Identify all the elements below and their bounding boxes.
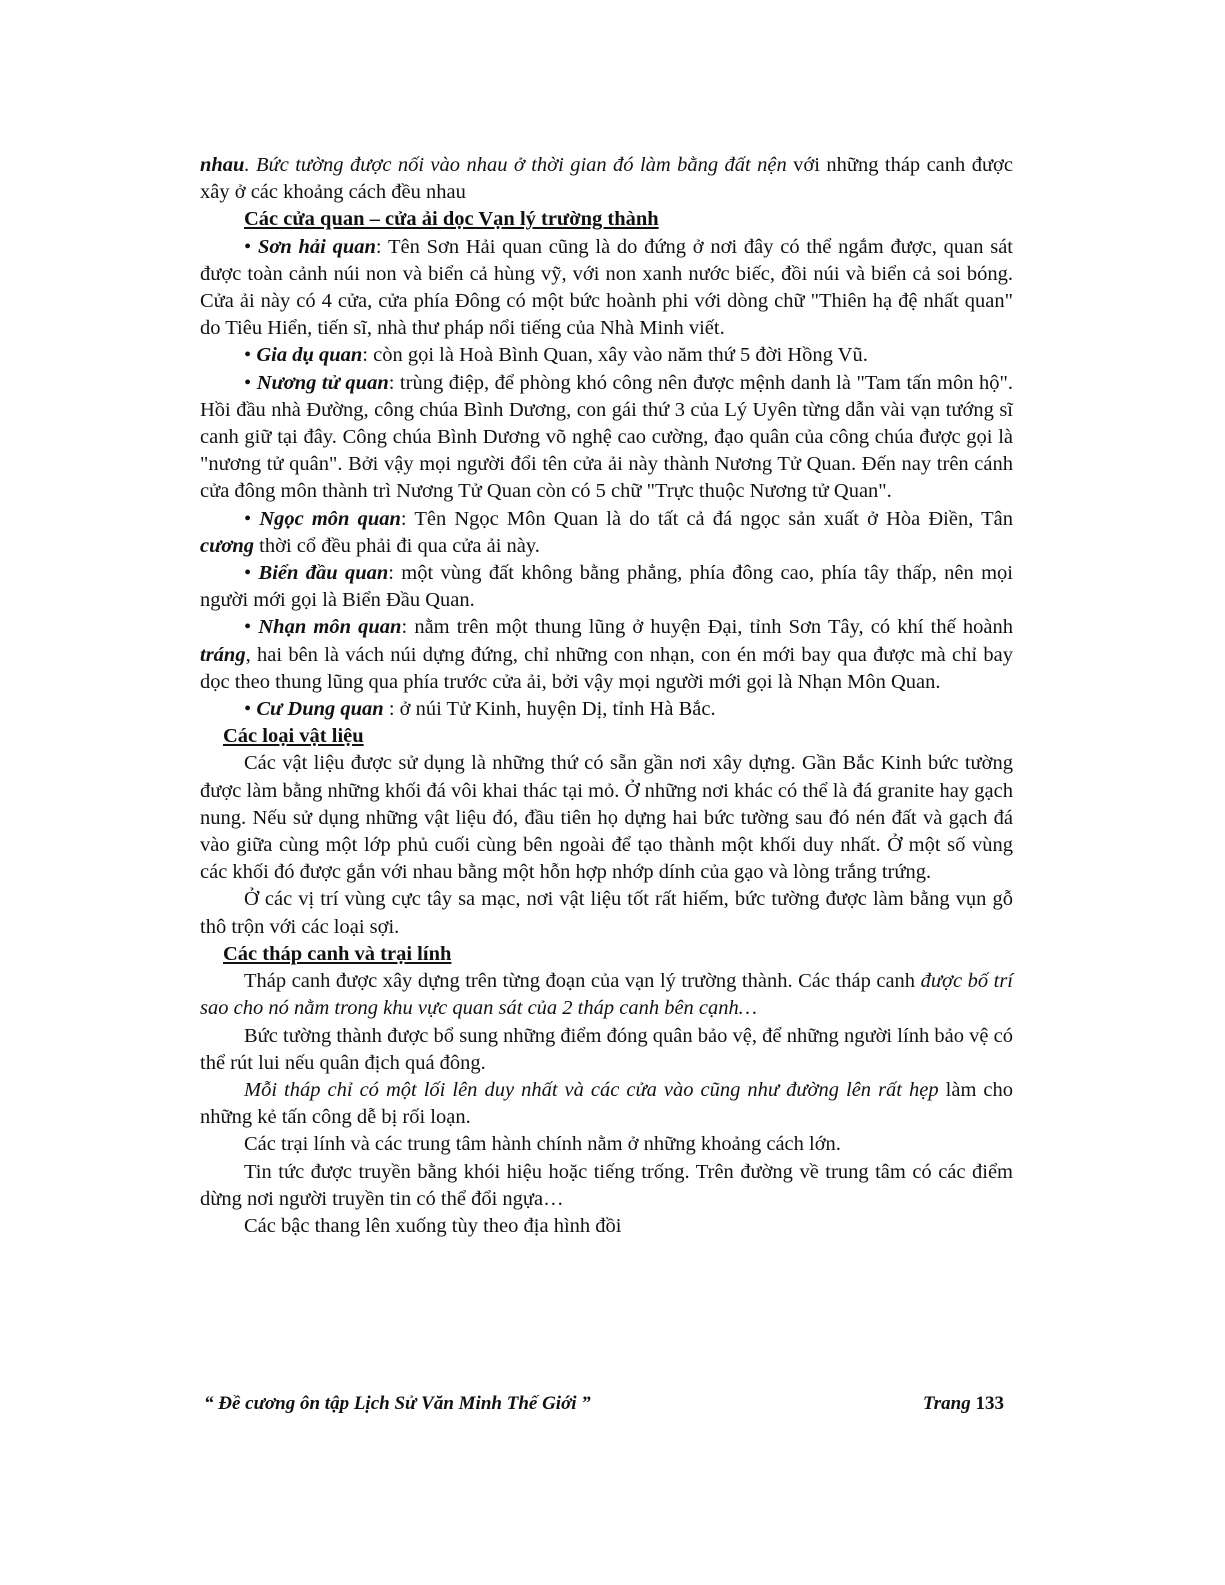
towers-paragraph [200,1077,1013,1131]
gate-name: Nương tử quan [256,371,389,394]
gate-name: Biển đầu quan [258,562,389,585]
gate-item [200,614,1013,696]
towers-italic-text: Mỗi tháp chỉ có một lối lên duy nhất và các cửa vào cũng như đường lên rất hẹp [244,1078,939,1101]
gate-name: Sơn hải quan [257,235,376,258]
gate-name: Cư Dung quan [256,698,384,721]
gate-text: thời cổ đều phải đi qua cửa ải này. [254,534,540,557]
towers-text: làm cho những kẻ tấn công dễ bị rối loạn. [200,1078,1014,1129]
materials-paragraph: Các vật liệu được sử dụng là những thứ có sẵn gần nơi xây dựng. Gần Bắc Kinh bức tường được làm bằng những khối đá vôi khai thác tại mỏ. Ở những nơi khác có thể là đá granite hay gạch nung. Nếu sử dụng những vật liệu đó, đầu tiên họ dựng hai bức tường sau đó nén đất và gạch đá vào giữa cùng một lớp phủ cuối cùng bên ngoài để tạo thành một khối duy nhất. Ở một số vùng các khối đó được gắn với nhau bằng một hỗn hợp nhớp dính của gạo và lòng trắng trứng. [200,752,1013,884]
gate-emphasis: cương [200,534,255,557]
intro-lead-bold: nhau [200,154,245,176]
gate-name: Nhạn môn quan [258,616,402,639]
gate-item [200,234,1013,343]
heading-gates: Các cửa quan – cửa ải dọc Vạn lý trường thành [244,208,659,231]
bullet: • [244,507,260,530]
bullet: • [244,235,258,258]
gate-item [200,342,1013,369]
footer-title: “ Đề cương ôn tập Lịch Sử Văn Minh Thế Giới ” [204,1393,591,1414]
materials-paragraph: Ở các vị trí vùng cực tây sa mạc, nơi vật liệu tốt rất hiếm, bức tường được làm bằng vụn gỗ thô trộn với các loại sợi. [200,888,1013,938]
gate-item [200,560,1013,614]
intro-paragraph [200,152,1013,206]
towers-paragraph [200,968,1013,1022]
gate-text: : còn gọi là Hoà Bình Quan, xây vào năm thứ 5 đời Hồng Vũ. [362,344,868,367]
towers-paragraph: Tin tức được truyền bằng khói hiệu hoặc tiếng trống. Trên đường về trung tâm có các điểm dừng nơi người truyền tin có thể đổi ngựa… [200,1160,1013,1210]
bullet: • [244,698,257,721]
heading-materials: Các loại vật liệu [223,725,364,748]
footer-page-indicator [923,1393,1004,1415]
intro-lead-italic: . Bức tường được nối vào nhau ở thời gian đó làm bằng đất nện [244,154,787,176]
gate-text: : ở núi Tử Kinh, huyện Dị, tỉnh Hà Bắc. [383,698,716,721]
gate-item [200,506,1013,560]
gate-text: , hai bên là vách núi dựng đứng, chỉ những con nhạn, con én mới bay qua được mà chỉ bay dọc theo thung lũng qua phía trước cửa ải, bởi vậy mọi người mới gọi là Nhạn Môn Quan. [200,643,1013,693]
gate-item [200,696,1013,723]
gate-text: : Tên Sơn Hải quan cũng là do đứng ở nơi đây có thể ngắm được, quan sát được toàn cảnh núi non và biển cả hùng vỹ, với non xanh nước biếc, đồi núi và biển cả soi bóng. Cửa ải này có 4 cửa, cửa phía Đông có một bức hoành phi với dòng chữ "Thiên hạ đệ nhất quan" do Tiêu Hiển, tiến sĩ, nhà thư pháp nổi tiếng của Nhà Minh viết. [200,235,1013,340]
gate-text: : nằm trên một thung lũng ở huyện Đại, tỉnh Sơn Tây, có khí thế hoành [401,616,1013,639]
gate-text: : trùng điệp, để phòng khó công nên được mệnh danh là "Tam tấn môn hộ". Hồi đầu nhà Đường, công chúa Bình Dương, con gái thứ 3 của Lý Uyên từng dẫn vài vạn tướng sĩ canh giữ tại đây. Công chúa Bình Dương võ nghệ cao cường, đạo quân của công chúa được gọi là "nương tử quân". Bởi vậy mọi người đổi tên cửa ải này thành Nương Tử Quan. Đến nay trên cánh cửa đông môn thành trì Nương Tử Quan còn có 5 chữ "Trực thuộc Nương tử Quan". [200,371,1013,503]
towers-paragraph: Bức tường thành được bổ sung những điểm đóng quân bảo vệ, để những người lính bảo vệ có thể rút lui nếu quân địch quá đông. [200,1024,1013,1074]
towers-paragraph: Các trại lính và các trung tâm hành chính nằm ở những khoảng cách lớn. [244,1133,841,1156]
gate-emphasis: tráng [200,643,246,666]
gate-text: : Tên Ngọc Môn Quan là do tất cả đá ngọc sản xuất ở Hòa Điền, Tân [400,507,1013,530]
bullet: • [244,616,259,639]
gate-name: Gia dụ quan [256,344,363,367]
page-body [200,152,1013,1240]
bullet: • [244,344,257,367]
footer-page-label: Trang [922,1393,976,1414]
gate-item [200,370,1013,506]
bullet: • [244,562,259,585]
towers-paragraph: Các bậc thang lên xuống tùy theo địa hình đồi [244,1214,622,1237]
gate-name: Ngọc môn quan [259,507,401,530]
intro-rest: với những tháp canh được xây ở các khoảng cách đều nhau [200,154,1013,204]
towers-text: Tháp canh được xây dựng trên từng đoạn của vạn lý trường thành. Các tháp canh [244,970,921,993]
towers-italic-text: được bố trí sao cho nó nằm trong khu vực quan sát của 2 tháp canh bên cạnh… [200,970,1013,1020]
heading-towers: Các tháp canh và trại lính [223,942,452,965]
footer-page-number: 133 [975,1393,1004,1414]
gate-text: : một vùng đất không bằng phẳng, phía đông cao, phía tây thấp, nên mọi người mới gọi là Biển Đầu Quan. [200,562,1013,612]
bullet: • [244,371,257,394]
